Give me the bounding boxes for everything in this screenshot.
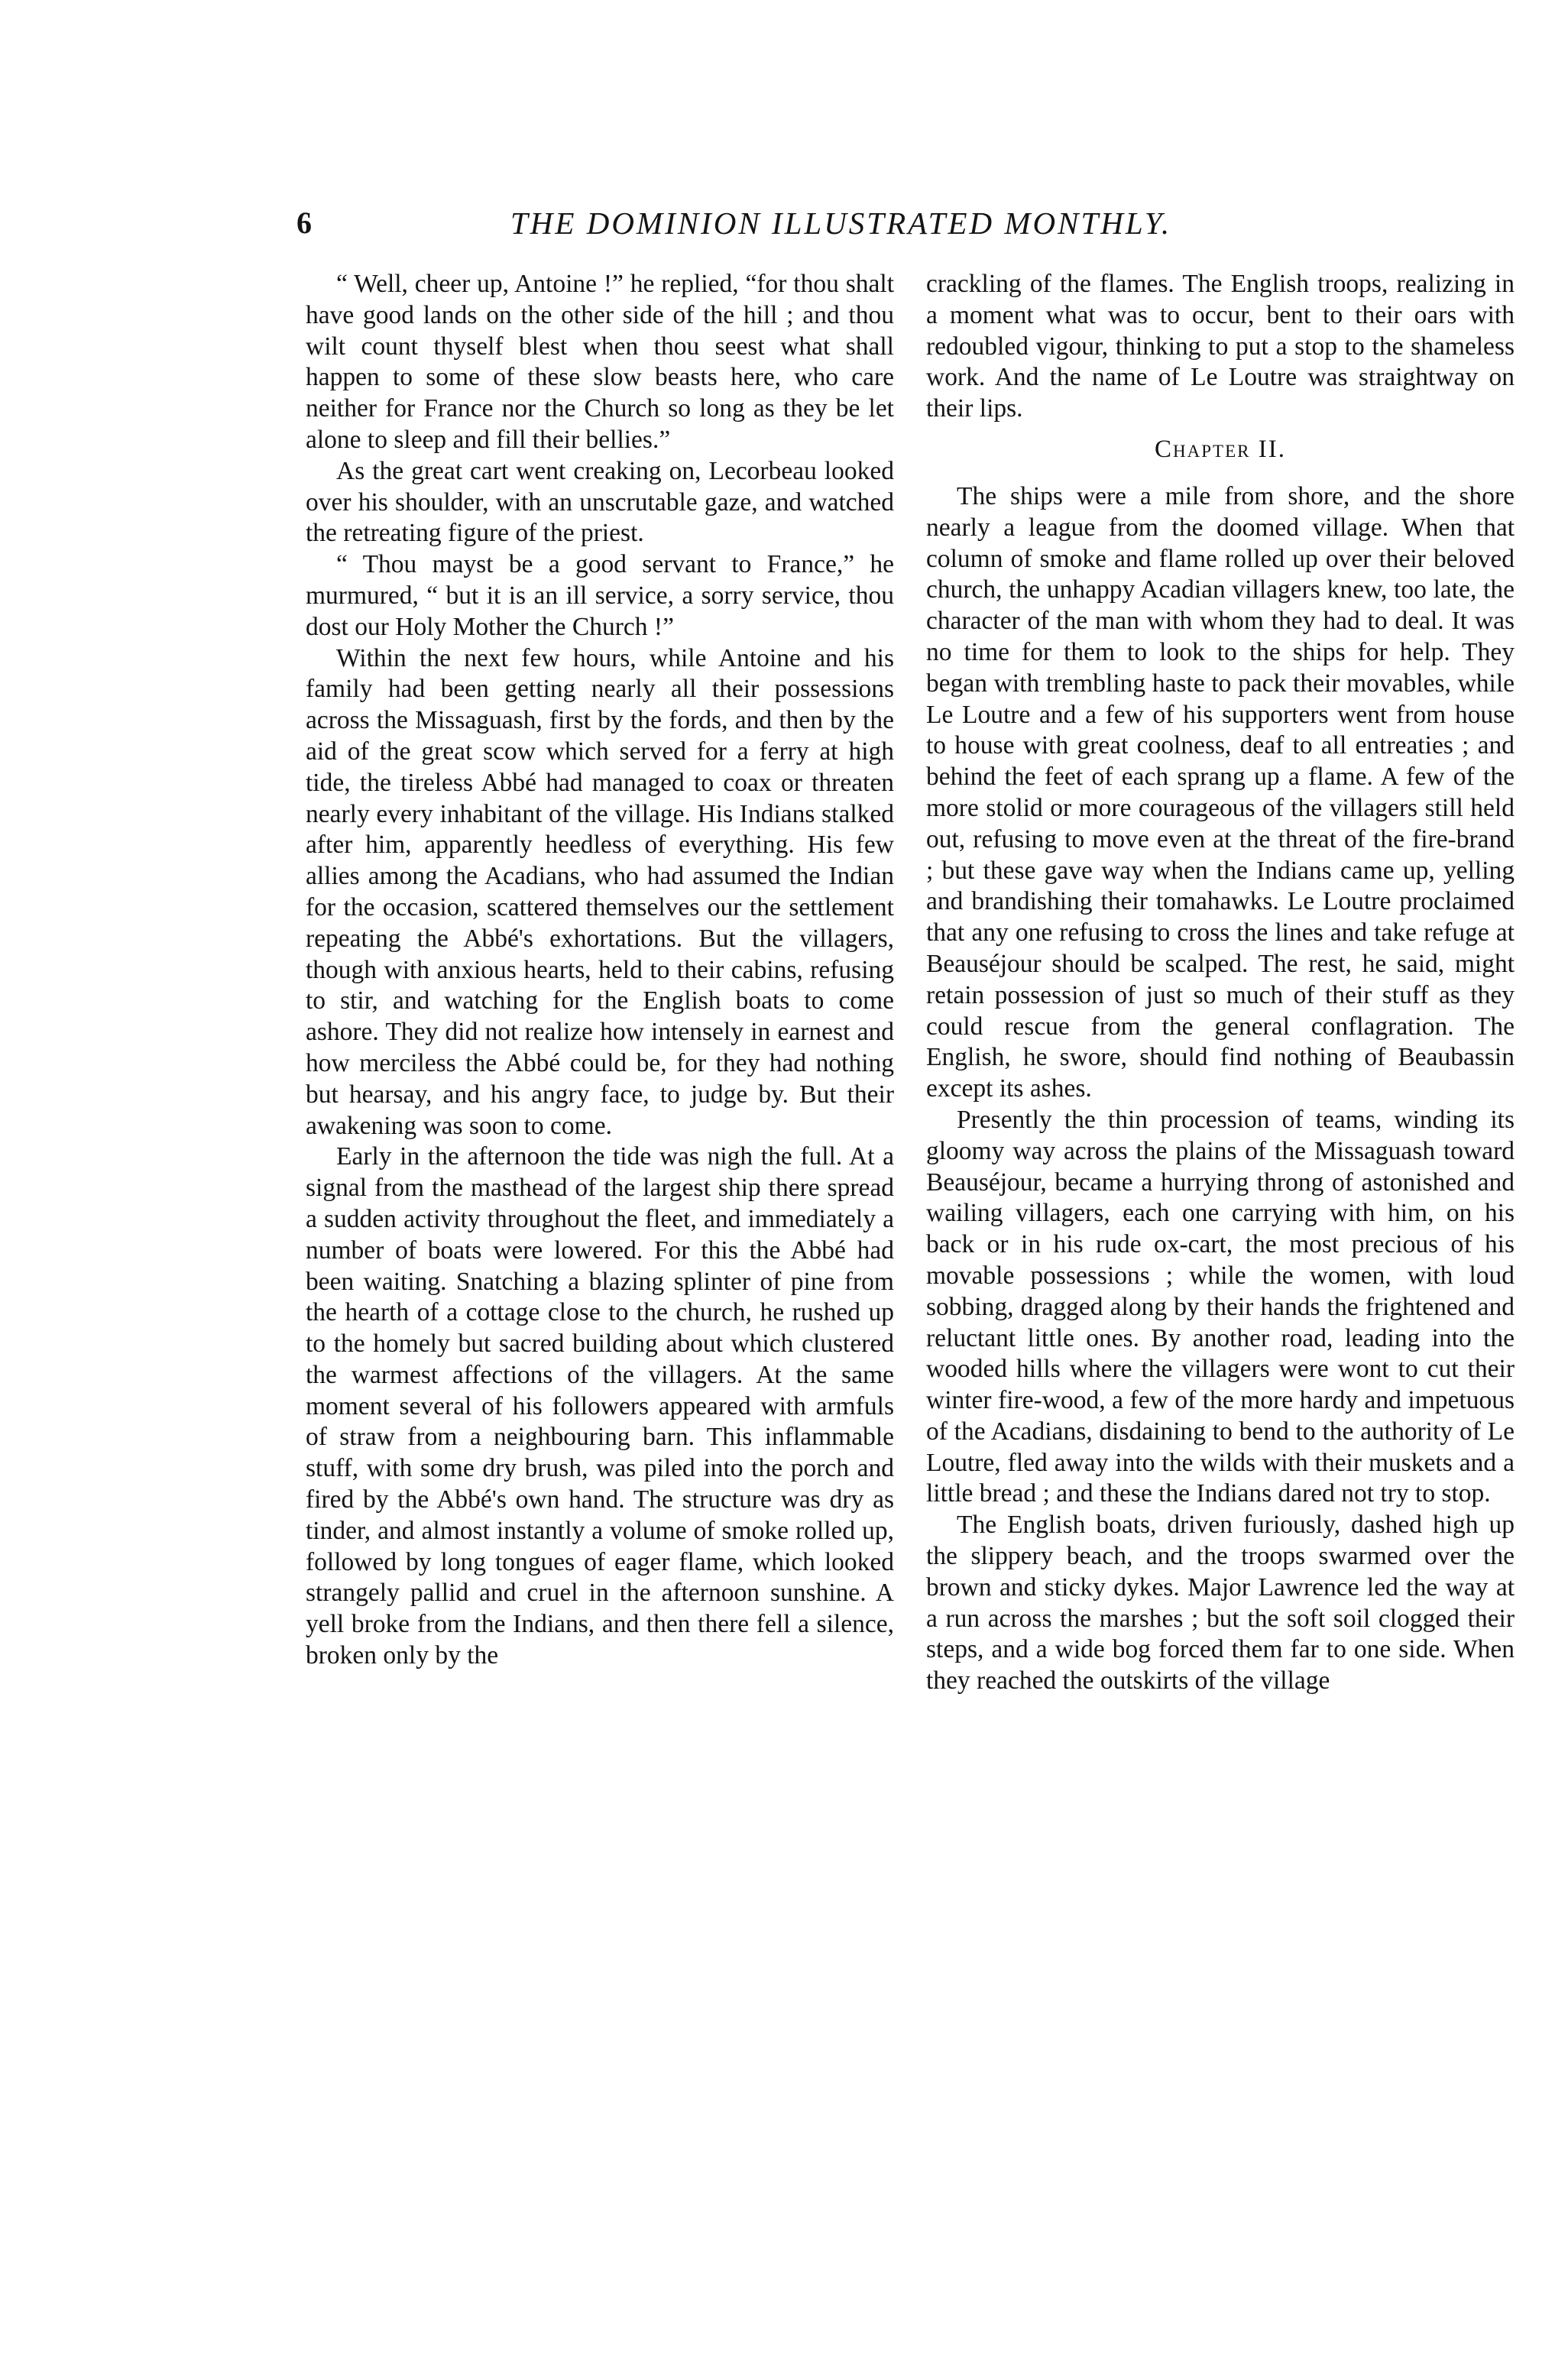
page-number: 6 <box>296 206 312 240</box>
chapter-heading: Chapter II. <box>1155 435 1286 463</box>
paragraph: “ Thou mayst be a good servant to France,” he murmured, “ but it is an ill service, a sorry service, thou dost our Holy Mother the Church !” <box>306 550 894 641</box>
paragraph: The English boats, driven furiously, dashed high up the slippery beach, and the troops swarmed over the brown and sticky dykes. Major Lawrence led the way at a run across the marshes ; but the soft soil clogged their steps, and a wide bog forced them far to one side. When they reached the outskirts of the village <box>926 1511 1515 1695</box>
paragraph: Presently the thin procession of teams, winding its gloomy way across the plains of the Missaguash toward Beauséjour, became a hurrying throng of astonished and wailing villagers, each one carrying with him, on his back or in his rude ox-cart, the most precious of his movable possessions ; while the women, with loud sobbing, dragged along by their hands the frightened and reluctant little ones. By another road, leading into the wooded hills where the villagers were wont to cut their winter fire-wood, a few of the more hardy and impetuous of the Acadians, disdaining to bend to the authority of Le Loutre, fled away into the wilds with their muskets and a little bread ; and these the Indians dared not try to stop. <box>926 1105 1515 1508</box>
right-column <box>926 269 1515 1697</box>
left-column <box>306 269 894 1672</box>
paragraph: The ships were a mile from shore, and the shore nearly a league from the doomed village. When that column of smoke and flame rolled up over their beloved church, the unhappy Acadian villagers knew, too late, the character of the man with whom they had to deal. It was no time for them to look to the ships for help. They began with trembling haste to pack their movables, while Le Loutre and a few of his supporters went from house to house with great coolness, deaf to all entreaties ; and behind the feet of each sprang up a flame. A few of the more stolid or more courageous of the villagers still held out, refusing to move even at the threat of the fire-brand ; but these gave way when the Indians came up, yelling and brandishing their tomahawks. Le Loutre proclaimed that any one refusing to cross the lines and take refuge at Beauséjour should be scalped. The rest, he said, might retain possession of just so much of their stuff as they could rescue from the general conflagration. The English, he swore, should find nothing of Beaubassin except its ashes. <box>926 481 1515 1103</box>
paragraph: “ Well, cheer up, Antoine !” he replied, “for thou shalt have good lands on the other side of the hill ; and thou wilt count thyself blest when thou seest what shall happen to some of these slow beasts here, who care neither for France nor the Church so long as they be let alone to sleep and fill their bellies.” <box>306 270 894 454</box>
running-title: THE DOMINION ILLUSTRATED MONTHLY. <box>510 206 1172 241</box>
paragraph-continuation: crackling of the flames. The English troops, realizing in a moment what was to occur, bent to their oars with redoubled vigour, thinking to put a stop to the shameless work. And the name of Le Loutre was straightway on their lips. <box>926 270 1515 423</box>
page-header <box>0 200 1568 246</box>
paragraph: Within the next few hours, while Antoine and his family had been getting nearly all their possessions across the Missaguash, first by the fords, and then by the aid of the great scow which served for a ferry at high tide, the tireless Abbé had managed to coax or threaten nearly every inhabitant of the village. His Indians stalked after him, apparently heedless of everything. His few allies among the Acadians, who had assumed the Indian for the occasion, scattered themselves our the settlement repeating the Abbé's exhortations. But the villagers, though with anxious hearts, held to their cabins, refusing to stir, and watching for the English boats to come ashore. They did not realize how intensely in earnest and how merciless the Abbé could be, for they had nothing but hearsay, and his angry face, to judge by. But their awakening was soon to come. <box>306 643 894 1140</box>
paragraph: As the great cart went creaking on, Lecorbeau looked over his shoulder, with an unscrutable gaze, and watched the retreating figure of the priest. <box>306 456 894 548</box>
paragraph: Early in the afternoon the tide was nigh the full. At a signal from the masthead of the largest ship there spread a sudden activity throughout the fleet, and immediately a number of boats were lowered. For this the Abbé had been waiting. Snatching a blazing splinter of pine from the hearth of a cottage close to the church, he rushed up to the homely but sacred building about which clustered the warmest affections of the villagers. At the same moment several of his followers appeared with armfuls of straw from a neighbouring barn. This inflammable stuff, with some dry brush, was piled into the porch and fired by the Abbé's own hand. The structure was dry as tinder, and almost instantly a volume of smoke rolled up, followed by long tongues of eager flame, which looked strangely pallid and cruel in the afternoon sunshine. A yell broke from the Indians, and then there fell a silence, broken only by the <box>306 1142 894 1670</box>
